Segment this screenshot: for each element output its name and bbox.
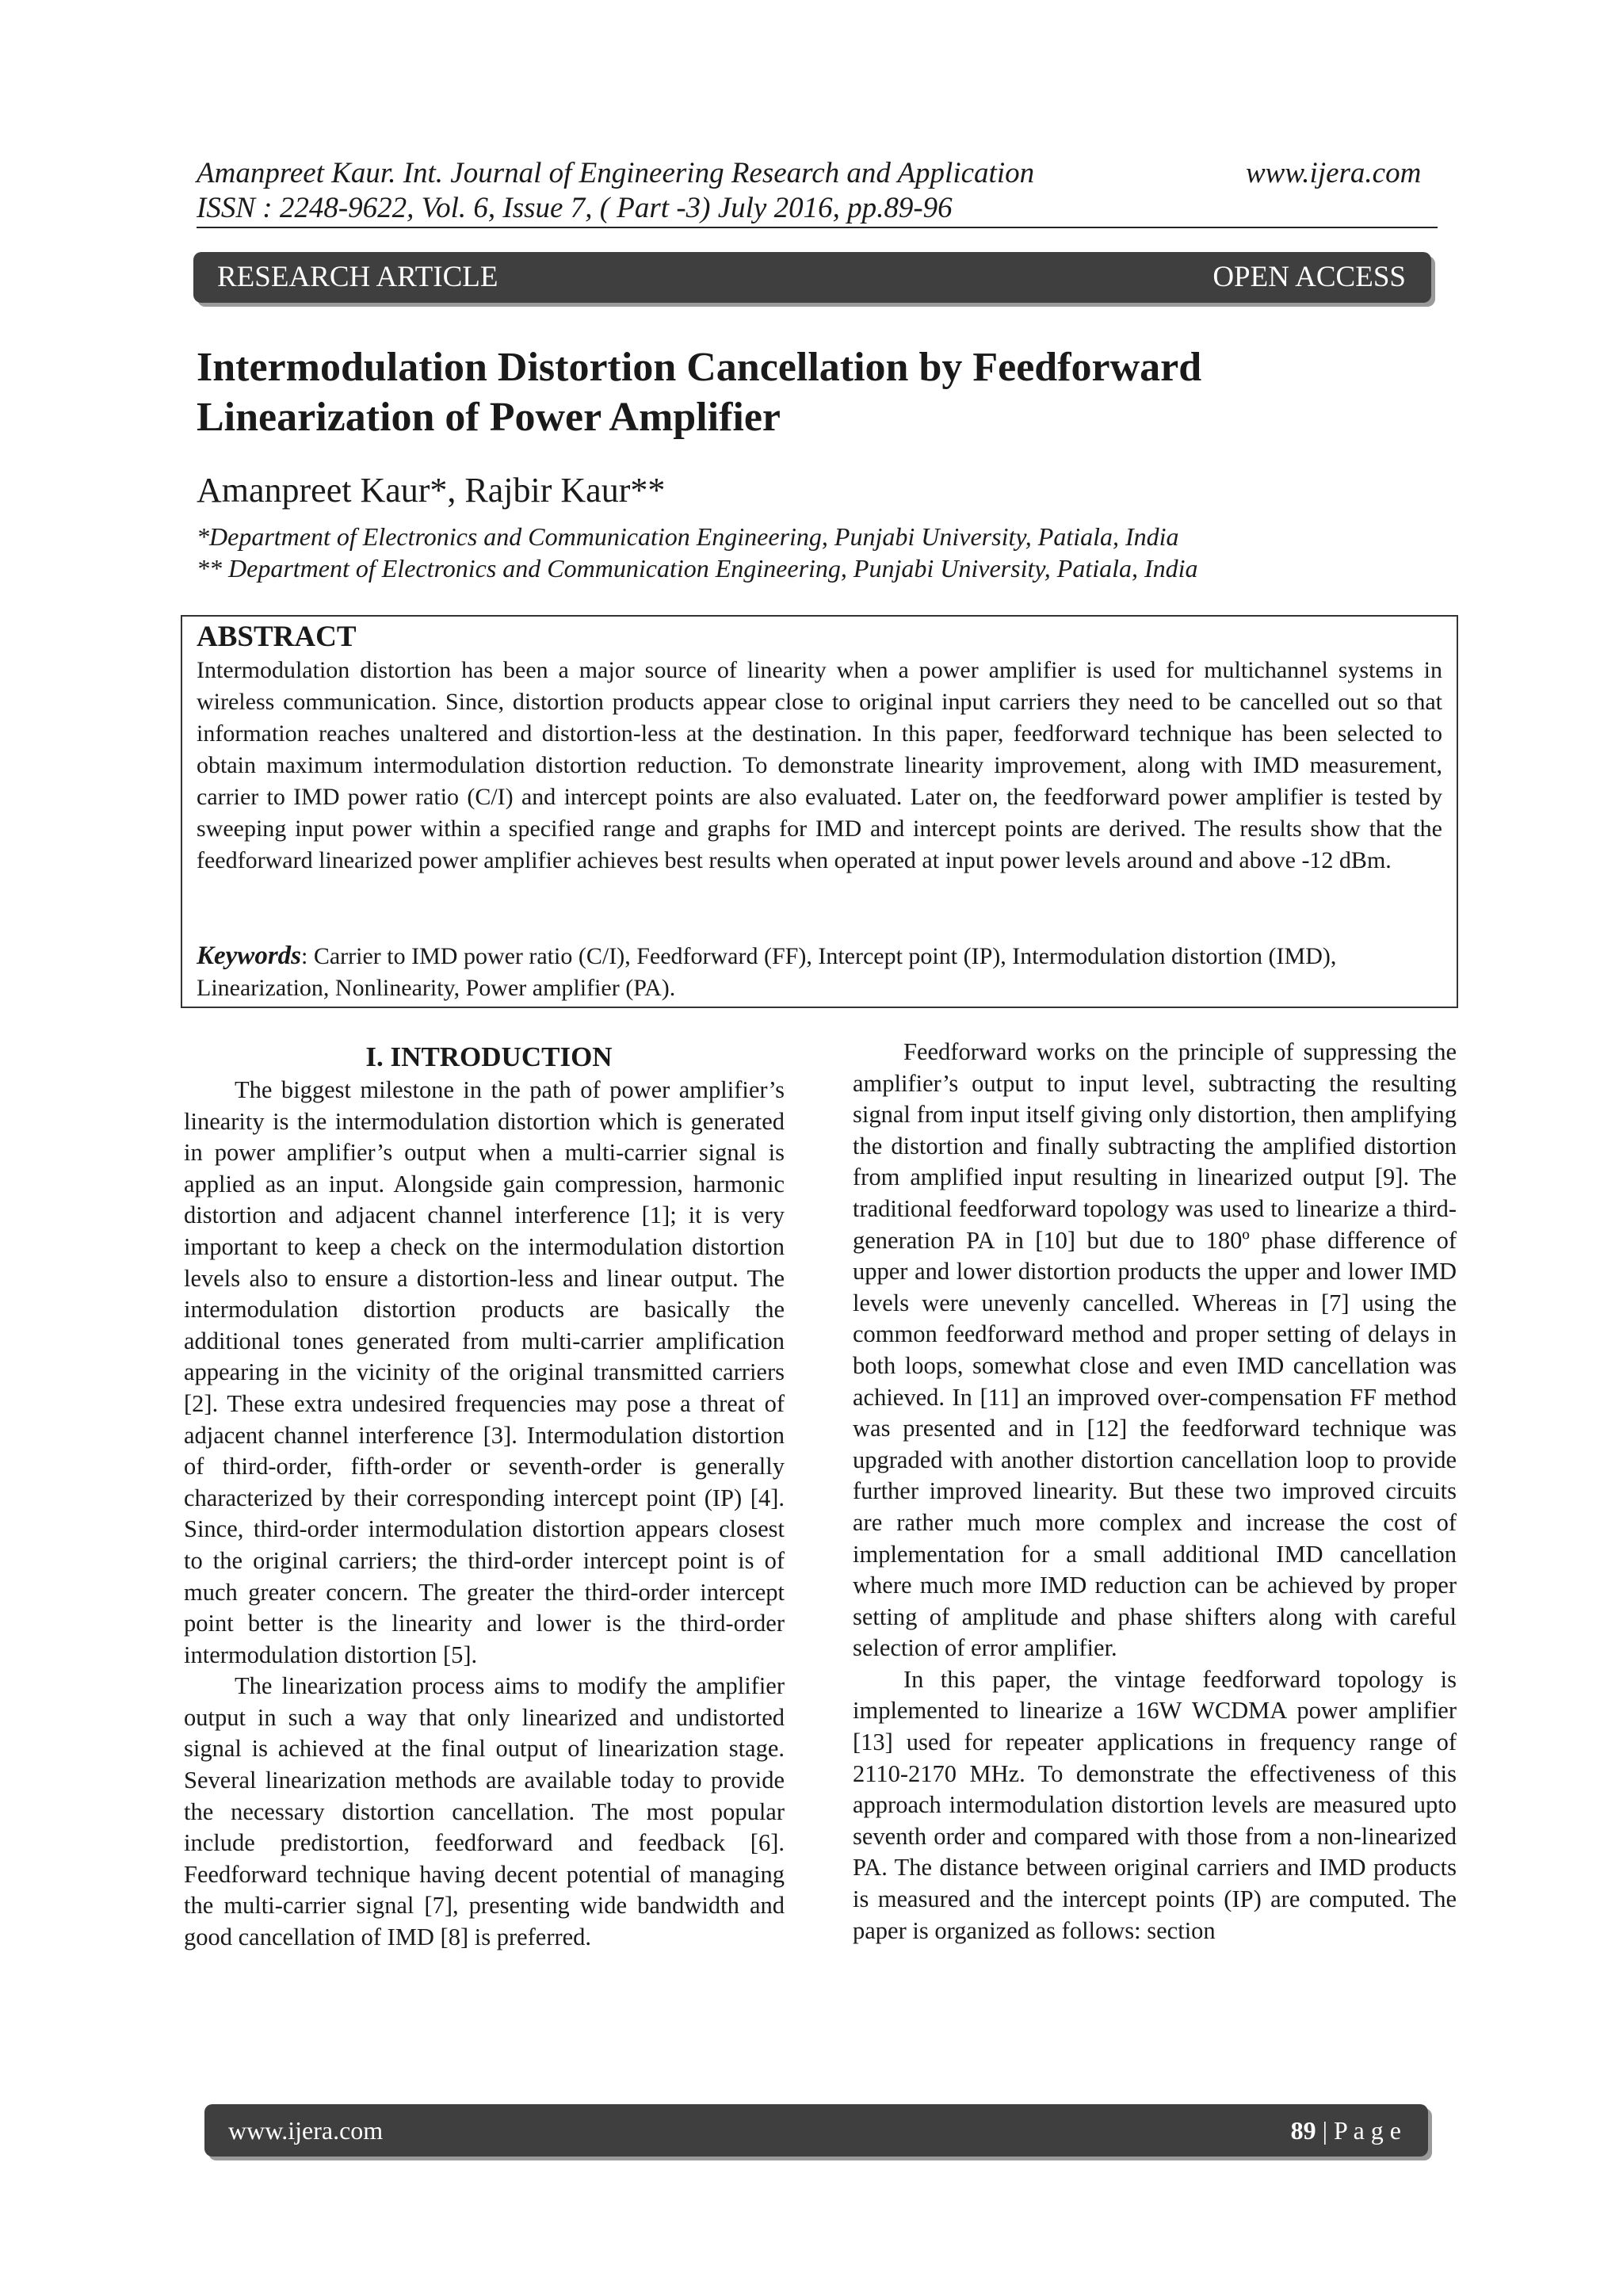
section-heading-introduction: I. INTRODUCTION <box>365 1041 613 1072</box>
article-type-banner <box>193 252 1431 303</box>
page-footer <box>204 2104 1428 2157</box>
journal-issue: ISSN : 2248-9622, Vol. 6, Issue 7, ( Part -3) July 2016, pp.89-96 <box>197 192 953 224</box>
page-number: 89 <box>1290 2116 1316 2145</box>
keywords-label: Keywords <box>197 942 301 970</box>
affiliation-1: *Department of Electronics and Communication Engineering, Punjabi University, Patiala, India <box>197 522 1179 551</box>
journal-website[interactable]: www.ijera.com <box>1246 157 1422 189</box>
authors: Amanpreet Kaur*, Rajbir Kaur** <box>197 471 666 510</box>
keywords-list: : Carrier to IMD power ratio (C/I), Feedforward (FF), Intercept point (IP), Intermodulation distortion (IMD), Linearization, Nonlinearity, Power amplifier (PA). <box>197 943 1337 1001</box>
keywords <box>197 940 1442 1004</box>
journal-citation: Amanpreet Kaur. Int. Journal of Engineering Research and Application <box>197 157 1035 189</box>
page-indicator <box>1291 2104 1401 2157</box>
article-type-label: RESEARCH ARTICLE <box>217 261 498 293</box>
intro-paragraph-2: The linearization process aims to modify the amplifier output in such a way that only linearized and undistorted signal is achieved at the final output of linearization stage. Several linearization methods are available today to provide the necessary distortion cancellation. The most popular include predistortion, feedforward and feedback [6]. Feedforward technique having decent potential of managing the multi-carrier signal [7], presenting wide bandwidth and good cancellation of IMD [8] is preferred. <box>184 1672 785 1951</box>
abstract-heading: ABSTRACT <box>197 621 357 653</box>
access-label: OPEN ACCESS <box>1212 261 1406 293</box>
affiliation-2: ** Department of Electronics and Communication Engineering, Punjabi University, Patiala, India <box>197 554 1198 583</box>
page-label: | P a g e <box>1316 2116 1401 2145</box>
footer-website[interactable]: www.ijera.com <box>228 2116 384 2145</box>
paper-title <box>197 342 1433 442</box>
right-column <box>853 1037 1457 1946</box>
abstract-text: Intermodulation distortion has been a major source of linearity when a power amplifier is used for multichannel systems in wireless communication. Since, distortion products appear close to original input carriers they need to be cancelled out so that information reaches unaltered and distortion-less at the destination. In this paper, feedforward technique has been selected to obtain maximum intermodulation distortion reduction. To demonstrate linearity improvement, along with IMD measurement, carrier to IMD power ratio (C/I) and intercept points are also evaluated. Later on, the feedforward power amplifier is tested by sweeping input power within a specified range and graphs for IMD and intercept points are derived. The results show that the feedforward linearized power amplifier achieves best results when operated at input power levels around and above -12 dBm. <box>197 657 1442 873</box>
header-rule <box>197 227 1438 228</box>
intro-paragraph-4: In this paper, the vintage feedforward topology is implemented to linearize a 16W WCDMA power amplifier [13] used for repeater applications in frequency range of 2110-2170 MHz. To demonstrate the effectiveness of this approach intermodulation distortion levels are measured upto seventh order and compared with those from a non-linearized PA. The distance between original carriers and IMD products is measured and the intercept points (IP) are computed. The paper is organized as follows: section <box>853 1665 1457 1944</box>
title-line-2: Linearization of Power Amplifier <box>197 395 781 440</box>
left-column <box>184 1075 785 1954</box>
intro-paragraph-3: Feedforward works on the principle of suppressing the amplifier’s output to input level, subtracting the resulting signal from input itself giving only distortion, then amplifying the distortion and finally subtracting the amplified distortion from amplified input resulting in linearized output [9]. The traditional feedforward topology was used to linearize a third-generation PA in [10] but due to 180º phase difference of upper and lower distortion products the upper and lower IMD levels were unevenly cancelled. Whereas in [7] using the common feedforward method and proper setting of delays in both loops, somewhat close and even IMD cancellation was achieved. In [11] an improved over-compensation FF method was presented and in [12] the feedforward technique was upgraded with another distortion cancellation loop to provide further improved linearity. But these two improved circuits are rather much more complex and increase the cost of implementation for a small additional IMD cancellation where much more IMD reduction can be achieved by proper setting of amplitude and phase shifters along with careful selection of error amplifier. <box>853 1038 1457 1662</box>
intro-paragraph-1: The biggest milestone in the path of power amplifier’s linearity is the intermodulation distortion which is generated in power amplifier’s output when a multi-carrier signal is applied as an input. Alongside gain compression, harmonic distortion and adjacent channel interference [1]; it is very important to keep a check on the intermodulation distortion levels also to ensure a distortion-less and linear output. The intermodulation distortion products are basically the additional tones generated from multi-carrier amplification appearing in the vicinity of the original transmitted carriers [2]. These extra undesired frequencies may pose a threat of adjacent channel interference [3]. Intermodulation distortion of third-order, fifth-order or seventh-order is generally characterized by their corresponding intercept point (IP) [4]. Since, third-order intermodulation distortion appears closest to the original carriers; the third-order intercept point is of much greater concern. The greater the third-order intercept point better is the linearity and lower is the third-order intermodulation distortion [5]. <box>184 1076 785 1668</box>
title-line-1: Intermodulation Distortion Cancellation by Feedforward <box>197 345 1202 390</box>
